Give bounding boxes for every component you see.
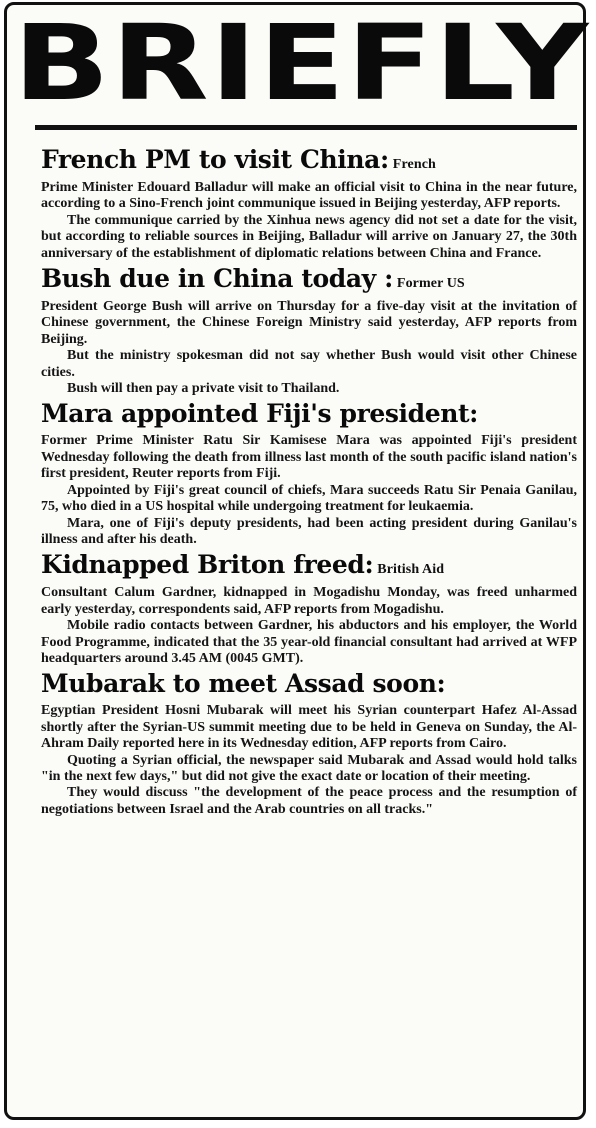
story-kidnapped-briton	[41, 550, 577, 667]
story-paragraph: They would discuss "the development of the peace process and the resumption of negotiations between Israel and the Arab countries on all tracks."	[41, 785, 577, 817]
story-headline: French PM to visit China:	[41, 145, 389, 174]
story-paragraph: President George Bush will arrive on Thursday for a five-day visit at the invitation of Chinese government, the Chinese Foreign Ministry said yesterday, AFP reports from Beijing.	[41, 299, 577, 347]
story-lead-word: Former US	[396, 276, 465, 292]
story-headline: Bush due in China today :	[41, 264, 393, 294]
story-lead-word: French	[392, 157, 436, 172]
story-headline: Kidnapped Briton freed:	[41, 550, 374, 580]
story-paragraph: Quoting a Syrian official, the newspaper said Mubarak and Assad would hold talks "in the next few days," but did not give the exact date or location of their meeting.	[41, 752, 577, 784]
story-paragraph: But the ministry spokesman did not say whether Bush would visit other Chinese cities.	[41, 348, 577, 380]
masthead	[12, 2, 590, 124]
story-paragraph: Prime Minister Edouard Balladur will make an official visit to China in the near future, according to a Sino-French joint communique issued in Beijing yesterday, AFP reports.	[41, 180, 577, 212]
story-french-pm	[41, 145, 577, 262]
story-headline-line	[41, 669, 577, 703]
story-paragraph: Egyptian President Hosni Mubarak will meet his Syrian counterpart Hafez Al-Assad shortly after the Syrian-US summit meeting due to be held in Geneva on Sunday, the Al-Ahram Daily reported here in its Wednesday edition, AFP reports from Cairo.	[41, 703, 577, 752]
story-paragraph: Mara, one of Fiji's deputy presidents, had been acting president during Ganilau's illness and after his death.	[41, 515, 577, 547]
story-paragraph: The communique carried by the Xinhua news agency did not set a date for the visit, but according to reliable sources in Beijing, Balladur will arrive on January 27, the 30th anniversary of the establishment of diplomatic relations between China and France.	[41, 212, 577, 261]
story-headline: Mubarak to meet Assad soon:	[41, 669, 446, 699]
story-headline-line	[41, 399, 577, 433]
stories-column	[41, 145, 577, 818]
masthead-title: BRIEFLY	[12, 2, 590, 124]
story-mubarak	[41, 669, 577, 818]
story-paragraph: Bush will then pay a private visit to Thailand.	[67, 381, 340, 397]
masthead-rule	[35, 125, 577, 130]
story-headline-line	[41, 550, 577, 585]
story-headline-line	[41, 145, 577, 180]
story-paragraph: Former Prime Minister Ratu Sir Kamisese Mara was appointed Fiji's president Wednesday following the death from illness last month of the south pacific island nation's first president, Reuter reports from Fiji.	[41, 433, 577, 482]
story-headline-line	[41, 264, 577, 299]
story-mara	[41, 399, 577, 548]
story-lead-word: British Aid	[377, 562, 445, 578]
story-paragraph: Consultant Calum Gardner, kidnapped in Mogadishu Monday, was freed unharmed early yesterday, correspondents said, AFP reports from Mogadishu.	[41, 585, 577, 617]
story-paragraph: Mobile radio contacts between Gardner, his abductors and his employer, the World Food Programme, indicated that the 35 year-old financial consultant had arrived at WFP headquarters around 3.45 AM (0045 GMT).	[41, 618, 577, 666]
news-clipping	[4, 2, 590, 1120]
story-headline: Mara appointed Fiji's president:	[41, 399, 478, 429]
story-bush	[41, 264, 577, 397]
story-paragraph: Appointed by Fiji's great council of chiefs, Mara succeeds Ratu Sir Penaia Ganilau, 75, who died in a US hospital while undergoing treatment for leukaemia.	[41, 482, 577, 515]
